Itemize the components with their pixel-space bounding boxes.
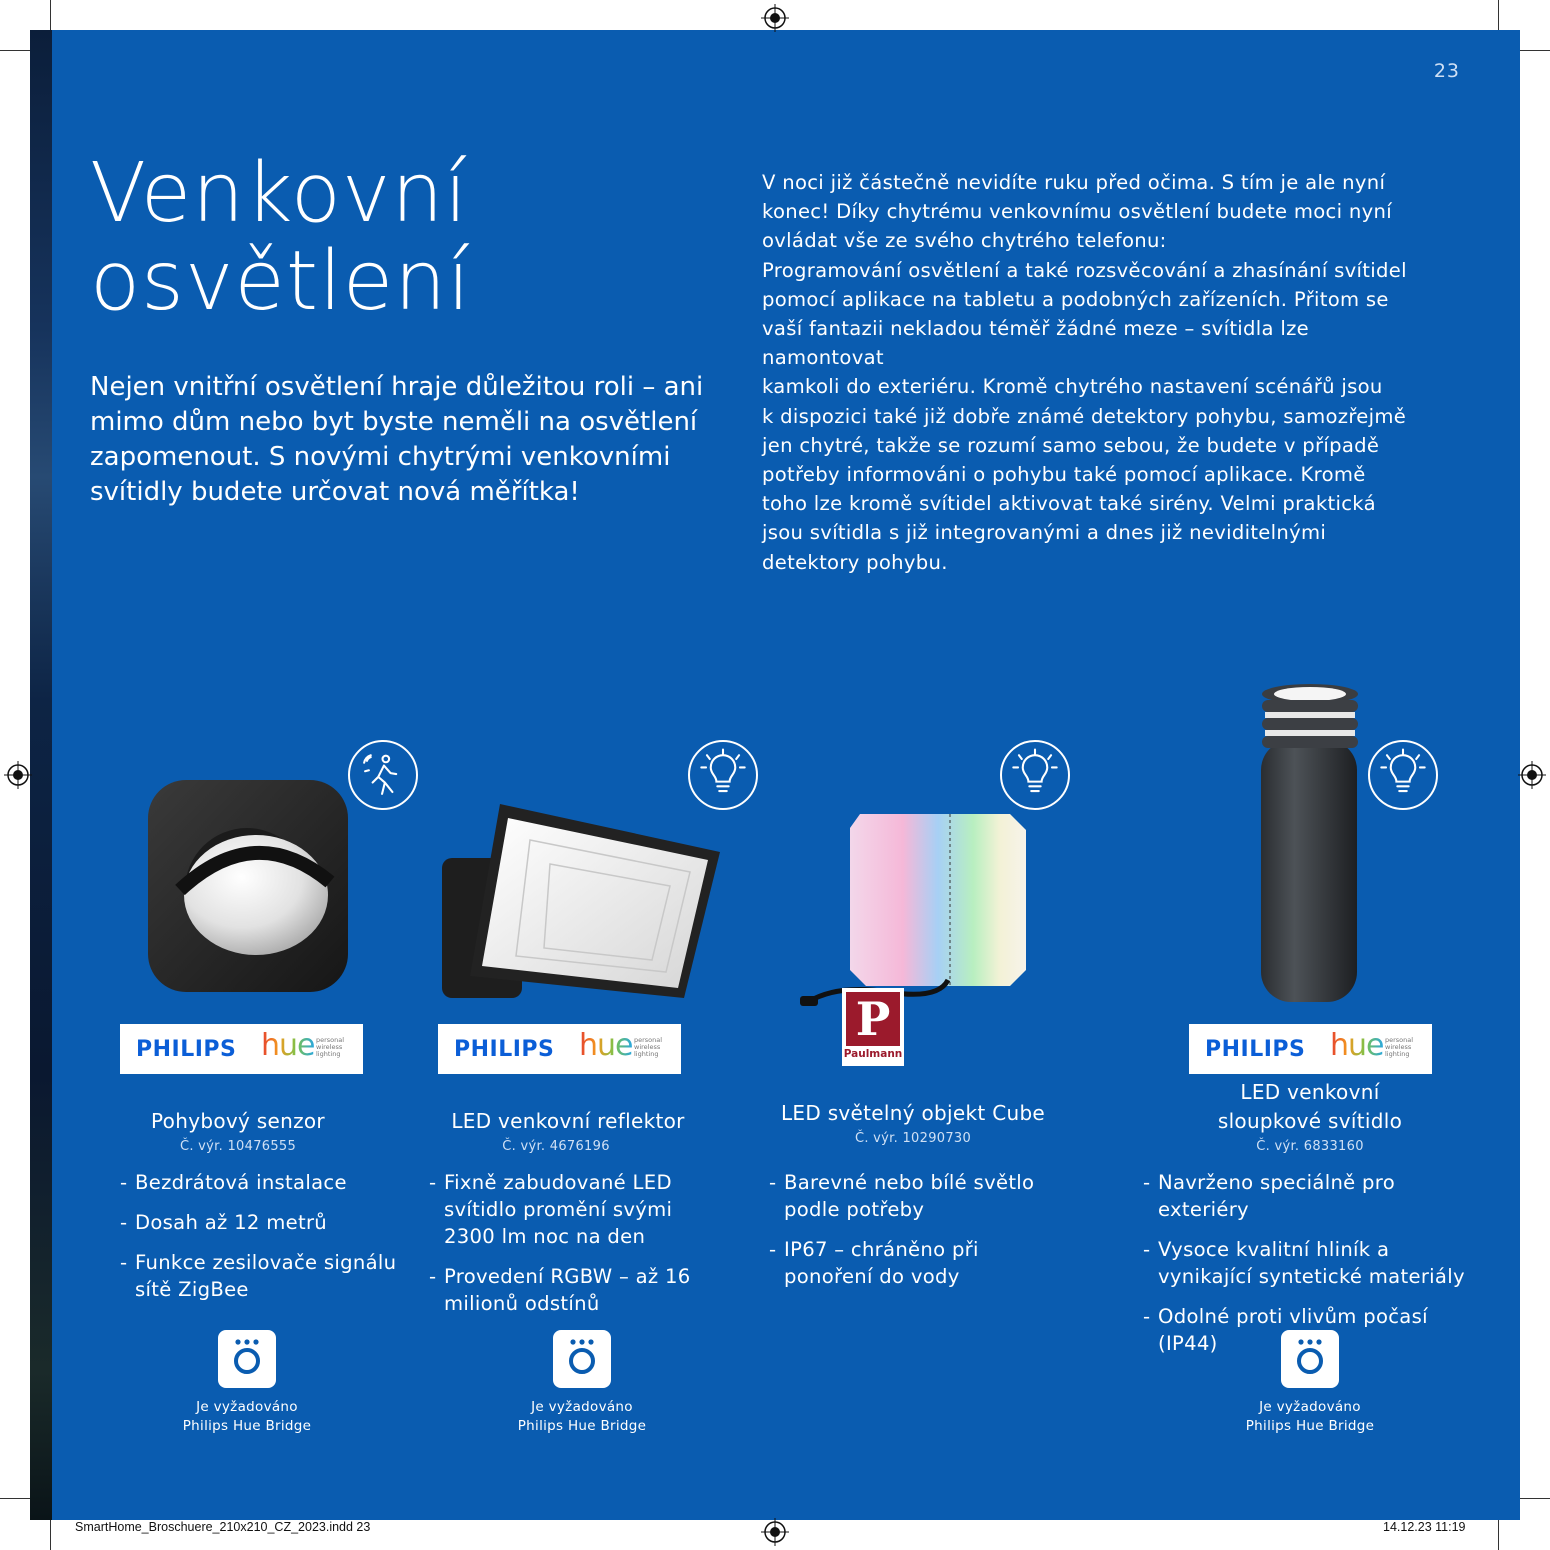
feature-item: - Barevné nebo bílé světlo podle potřeby bbox=[769, 1169, 1059, 1223]
body-line: Programování osvětlení a také rozsvěcování a zhasínání svítidel bbox=[762, 258, 1407, 282]
registration-mark-icon bbox=[761, 1518, 789, 1546]
body-line: detektory pohybu. bbox=[762, 550, 948, 574]
body-line: jen chytré, takže se rozumí samo sebou, že budete v případě bbox=[762, 433, 1380, 457]
product-name bbox=[1160, 1078, 1460, 1136]
hue-bridge-icon bbox=[553, 1330, 611, 1388]
registration-mark-icon bbox=[1518, 761, 1546, 789]
page-title-line: osvětlení bbox=[90, 234, 472, 329]
page-title-line: Venkovní bbox=[90, 146, 469, 241]
feature-item: - Fixně zabudované LED svítidlo promění svými 2300 lm noc na den bbox=[429, 1169, 719, 1250]
bridge-note-line: Philips Hue Bridge bbox=[1245, 1417, 1375, 1434]
feature-item: - Provedení RGBW – až 16 milionů odstínů bbox=[429, 1263, 719, 1317]
paulmann-letter: P bbox=[846, 992, 900, 1046]
body-line: potřeby informováni o pohybu také pomocí aplikace. Kromě bbox=[762, 463, 1366, 487]
hue-wordmark: hue bbox=[261, 1028, 315, 1063]
bollard-light-image bbox=[1255, 680, 1365, 1010]
light-cube-image bbox=[800, 808, 1035, 1013]
hue-tagline-line: wireless bbox=[634, 1043, 661, 1051]
philips-wordmark: PHILIPS bbox=[454, 1037, 555, 1062]
body-line: pomocí aplikace na tabletu a podobných zařízeních. Přitom se bbox=[762, 287, 1389, 311]
registration-mark-icon bbox=[4, 761, 32, 789]
product-number: Č. výr. 4676196 bbox=[502, 1139, 610, 1154]
hue-tagline bbox=[316, 1037, 344, 1058]
hue-tagline-line: personal bbox=[316, 1036, 345, 1044]
hue-tagline bbox=[634, 1037, 662, 1058]
body-line: konec! Díky chytrému venkovnímu osvětlení budete moci nyní bbox=[762, 200, 1392, 224]
paulmann-logo bbox=[842, 988, 904, 1066]
body-line: vaší fantazii nekladou téměř žádné meze – svítidla lze namontovat bbox=[762, 317, 1310, 370]
bridge-note bbox=[1210, 1398, 1410, 1435]
body-line: k dispozici také již dobře známé detektory pohybu, samozřejmě bbox=[762, 404, 1407, 428]
hue-tagline bbox=[1385, 1037, 1413, 1058]
hue-tagline-line: personal bbox=[634, 1036, 663, 1044]
philips-hue-logo bbox=[120, 1024, 363, 1074]
light-bulb-icon bbox=[1368, 740, 1438, 810]
hue-tagline-line: wireless bbox=[316, 1043, 343, 1051]
feature-item: - Odolné proti vlivům počasí (IP44) bbox=[1143, 1303, 1483, 1357]
body-line: kamkoli do exteriéru. Kromě chytrého nastavení scénářů jsou bbox=[762, 375, 1383, 399]
bridge-note-line: Je vyžadováno bbox=[196, 1399, 298, 1415]
product-number: Č. výr. 10476555 bbox=[179, 1139, 297, 1154]
intro-paragraph: Nejen vnitřní osvětlení hraje důležitou roli – ani mimo dům nebo byt byste neměli na osvětlení zapomenout. S novými chytrými venkovními svítidly budete určovat nová měřítka! bbox=[90, 372, 704, 507]
photo-bleed-strip bbox=[30, 30, 52, 1520]
feature-list bbox=[120, 1169, 410, 1316]
bridge-note bbox=[147, 1398, 347, 1435]
feature-item: - Dosah až 12 metrů bbox=[120, 1209, 410, 1236]
hue-tagline-line: lighting bbox=[634, 1050, 659, 1058]
feature-list bbox=[769, 1169, 1059, 1303]
product-number: Č. výr. 6833160 bbox=[1256, 1139, 1364, 1154]
body-line: V noci již částečně nevidíte ruku před očima. S tím je ale nyní bbox=[762, 171, 1386, 194]
hue-wordmark: hue bbox=[1330, 1028, 1384, 1063]
hue-wordmark: hue bbox=[579, 1028, 633, 1063]
feature-item: - Funkce zesilovače signálu sítě ZigBee bbox=[120, 1249, 410, 1303]
floodlight-image bbox=[440, 800, 725, 1005]
philips-hue-logo bbox=[1189, 1024, 1432, 1074]
product-name: Pohybový senzor bbox=[151, 1109, 325, 1133]
light-bulb-icon bbox=[1000, 740, 1070, 810]
bridge-note bbox=[482, 1398, 682, 1435]
hue-tagline-line: lighting bbox=[316, 1050, 341, 1058]
bridge-note-line: Philips Hue Bridge bbox=[182, 1417, 312, 1434]
print-slug-date: 14.12.23 11:19 bbox=[1383, 1520, 1466, 1534]
registration-mark-icon bbox=[761, 4, 789, 32]
hue-bridge-icon bbox=[218, 1330, 276, 1388]
print-slug-filename: SmartHome_Broschuere_210x210_CZ_2023.indd 23 bbox=[75, 1520, 371, 1534]
philips-hue-logo bbox=[438, 1024, 681, 1074]
feature-item: - Vysoce kvalitní hliník a vynikající syntetické materiály bbox=[1143, 1236, 1483, 1290]
paulmann-wordmark: Paulmann bbox=[843, 1048, 903, 1060]
product-name: LED venkovní reflektor bbox=[451, 1109, 685, 1133]
body-line: ovládat vše ze svého chytrého telefonu: bbox=[762, 229, 1167, 253]
bridge-note-line: Philips Hue Bridge bbox=[517, 1417, 647, 1434]
page-number: 23 bbox=[1433, 60, 1460, 82]
hue-tagline-line: wireless bbox=[1385, 1043, 1412, 1051]
product-name: LED světelný objekt Cube bbox=[780, 1101, 1046, 1125]
body-line: toho lze kromě svítidel aktivovat také sirény. Velmi praktická bbox=[762, 492, 1376, 516]
feature-item: - Bezdrátová instalace bbox=[120, 1169, 410, 1196]
body-paragraph bbox=[762, 168, 1422, 577]
feature-list bbox=[429, 1169, 719, 1330]
hue-bridge-icon bbox=[1281, 1330, 1339, 1388]
feature-item: - IP67 – chráněno při ponoření do vody bbox=[769, 1236, 1059, 1290]
page-title bbox=[90, 146, 472, 329]
hue-tagline-line: lighting bbox=[1385, 1050, 1410, 1058]
philips-wordmark: PHILIPS bbox=[136, 1037, 237, 1062]
product-name-line: LED venkovní bbox=[1240, 1080, 1380, 1104]
body-line: jsou svítidla s již integrovanými a dnes již neviditelnými bbox=[762, 521, 1327, 545]
product-number: Č. výr. 10290730 bbox=[854, 1131, 972, 1146]
product-name-line: sloupkové svítidlo bbox=[1217, 1109, 1403, 1133]
hue-tagline-line: personal bbox=[1385, 1036, 1414, 1044]
bridge-note-line: Je vyžadováno bbox=[1259, 1399, 1361, 1415]
motion-sensor-image bbox=[140, 770, 360, 1000]
bridge-note-line: Je vyžadováno bbox=[531, 1399, 633, 1415]
feature-item: - Navrženo speciálně pro exteriéry bbox=[1143, 1169, 1483, 1223]
philips-wordmark: PHILIPS bbox=[1205, 1037, 1306, 1062]
